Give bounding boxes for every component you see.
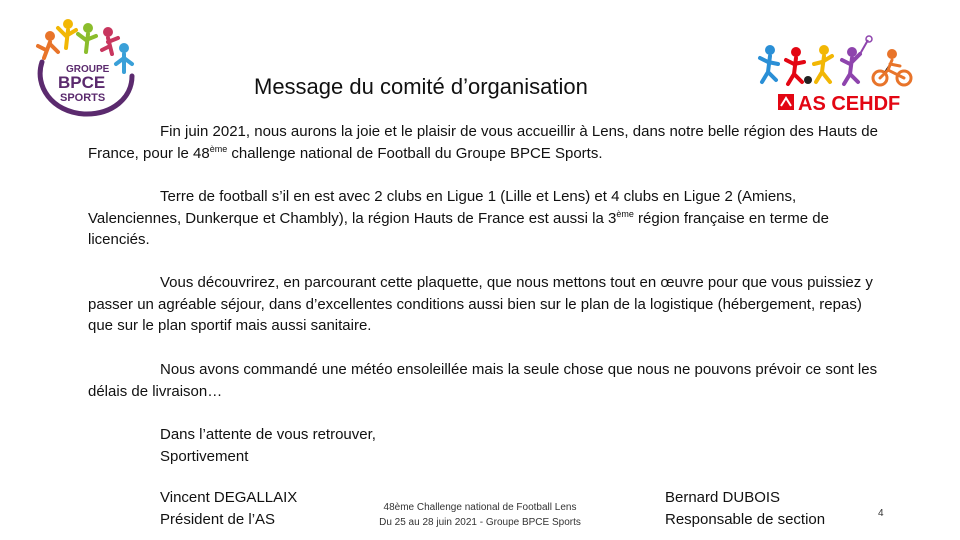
paragraph-brochure bbox=[88, 272, 878, 337]
paragraph-intro bbox=[88, 121, 878, 164]
page-title: Message du comité d’organisation bbox=[254, 74, 588, 99]
footer bbox=[360, 500, 600, 530]
paragraph-text: Nous avons commandé une météo ensoleillée mais la seule chose que nous ne pouvons prévoir ce sont les délais de livraison… bbox=[88, 361, 878, 400]
paragraph-text: Vous découvrirez, en parcourant cette plaquette, que nous mettons tout en œuvre pour que vous puissiez y passer un agréable séjour, dans d’excellentes conditions aussi bien sur le plan de la logistique (hébergement, repas) que sur le plan sportif mais aussi sanitaire. bbox=[88, 274, 873, 334]
paragraph-text: région française en terme de licenciés. bbox=[88, 209, 829, 248]
signature-left bbox=[160, 487, 297, 531]
groupe-bpce-sports-logo bbox=[28, 14, 140, 118]
closing-line: Sportivement bbox=[160, 447, 249, 465]
signatory-role: Responsable de section bbox=[665, 511, 826, 528]
superscript: ème bbox=[209, 143, 228, 154]
paragraph-text: Fin juin 2021, nous aurons la joie et le plaisir de vous accueillir à Lens, dans notre belle région des Hauts de France, pour le 48 bbox=[88, 123, 878, 162]
svg-text:BPCE: BPCE bbox=[58, 73, 106, 92]
svg-text:AS CEHDF: AS CEHDF bbox=[798, 93, 901, 115]
signature-right bbox=[665, 487, 825, 531]
page-number: 4 bbox=[878, 508, 884, 519]
signatory-role: Président de l’AS bbox=[160, 511, 276, 528]
footer-line: 48ème Challenge national de Football Lens bbox=[383, 502, 577, 513]
superscript: ème bbox=[616, 208, 634, 219]
closing-line: Dans l’attente de vous retrouver, bbox=[160, 426, 376, 443]
paragraph-text: Terre de football s’il en est avec 2 clubs en Ligue 1 (Lille et Lens) et 4 clubs en Ligue 2 (Amiens, Valenciennes, Dunkerque et Chambly), la région Hauts de France est aussi la 3 bbox=[88, 188, 797, 227]
signatory-name: Bernard DUBOIS bbox=[665, 489, 781, 506]
svg-text:SPORTS: SPORTS bbox=[60, 92, 106, 104]
footer-line: Du 25 au 28 juin 2021 - Groupe BPCE Sports bbox=[379, 517, 581, 528]
svg-text:GROUPE: GROUPE bbox=[66, 64, 110, 75]
paragraph-text: challenge national de Football du Groupe BPCE Sports. bbox=[227, 144, 603, 162]
as-cehdf-logo bbox=[756, 34, 916, 118]
paragraph-weather bbox=[88, 359, 878, 402]
closing bbox=[160, 424, 376, 467]
signatory-name: Vincent DEGALLAIX bbox=[160, 489, 298, 506]
paragraph-football-region bbox=[88, 186, 878, 251]
